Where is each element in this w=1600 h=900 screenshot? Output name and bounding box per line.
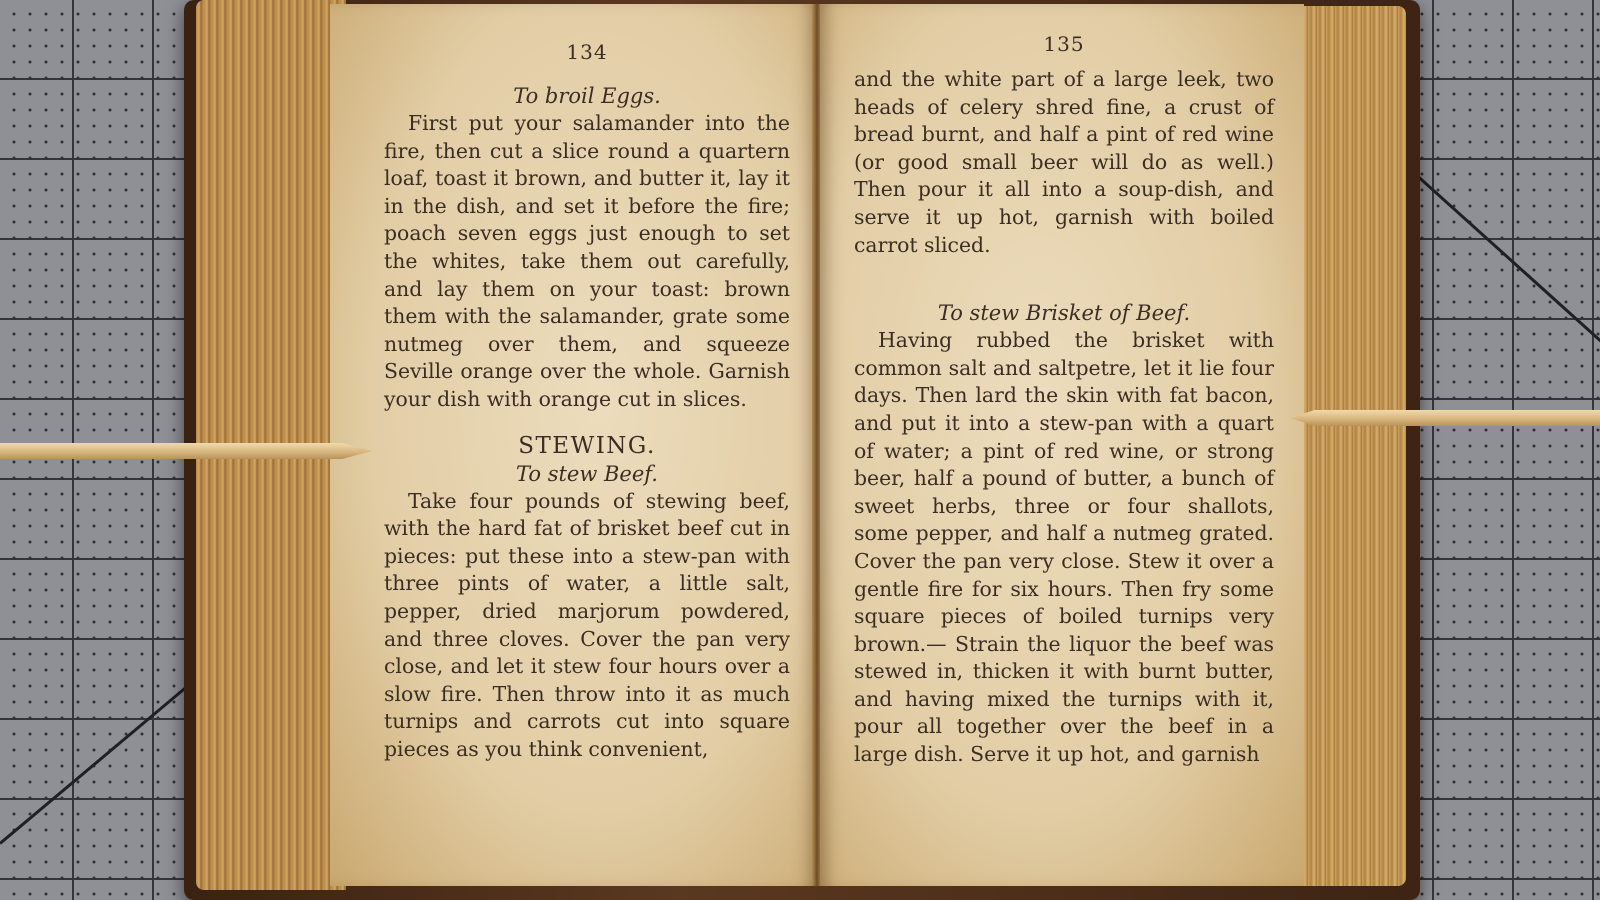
recipe-title: To stew Brisket of Beef.: [937, 301, 1191, 326]
page-number: 134: [566, 40, 608, 64]
section-title: STEWING.: [518, 432, 656, 459]
mat-diagonal-line: [0, 675, 200, 844]
continued-text: and the white part of a large leek, two heads of celery shred fine, a crust of bread burnt, and half a pint of red wine (or good small beer will do as well.) Then pour it all into a soup-dish, and serve it up hot, garnish with boiled carrot sliced.: [854, 67, 1274, 257]
recipe-text: Take four pounds of stewing beef, with the hard fat of brisket beef cut in pieces: put these into a stew-pan with three pints of water, a little salt, pepper, dried marjorum powdered, and three cloves. Cover the pan very close, and let it stew four hours over a slow fire. Then throw into it as much turnips and carrots cut into square pieces as you think convenient,: [384, 488, 790, 761]
recipe-title: To stew Beef.: [516, 461, 658, 486]
page-number: 135: [1043, 32, 1085, 56]
recipe-text: First put your salamander into the fire, then cut a slice round a quartern loaf, toast it brown, and butter it, lay it in the dish, and set it before the fire; poach seven eggs just enough to set the whites, take them out carefully, and lay them on your toast: brown them with the salamander, grate some nutmeg over them, and squeeze Seville orange over the whole. Garnish your dish with orange cut in slices.: [384, 111, 790, 411]
recipe-text: Having rubbed the brisket with common salt and saltpetre, let it lie four days. Then lard the skin with fat bacon, and put it into a stew-pan with a quart of water; a pint of red wine, or strong beer, half a pound of butter, a bunch of sweet herbs, three or four shallots, some pepper, and half a nutmeg grated. Cover the pan very close. Stew it over a gentle fire for six hours. Then fry some square pieces of boiled turnips very brown.— Strain the liquor the beef was stewed in, thicken it with burnt butter, and having mixed the turnips with it, pour all together over the beef in a large dish. Serve it up hot, and garnish: [854, 328, 1274, 767]
left-page: [330, 4, 816, 886]
wooden-stick-left: [0, 443, 372, 459]
page-edges-right: [1290, 6, 1406, 886]
right-page: [820, 4, 1304, 886]
recipe-title: To broil Eggs.: [513, 84, 661, 108]
wooden-stick-right: [1290, 410, 1600, 426]
